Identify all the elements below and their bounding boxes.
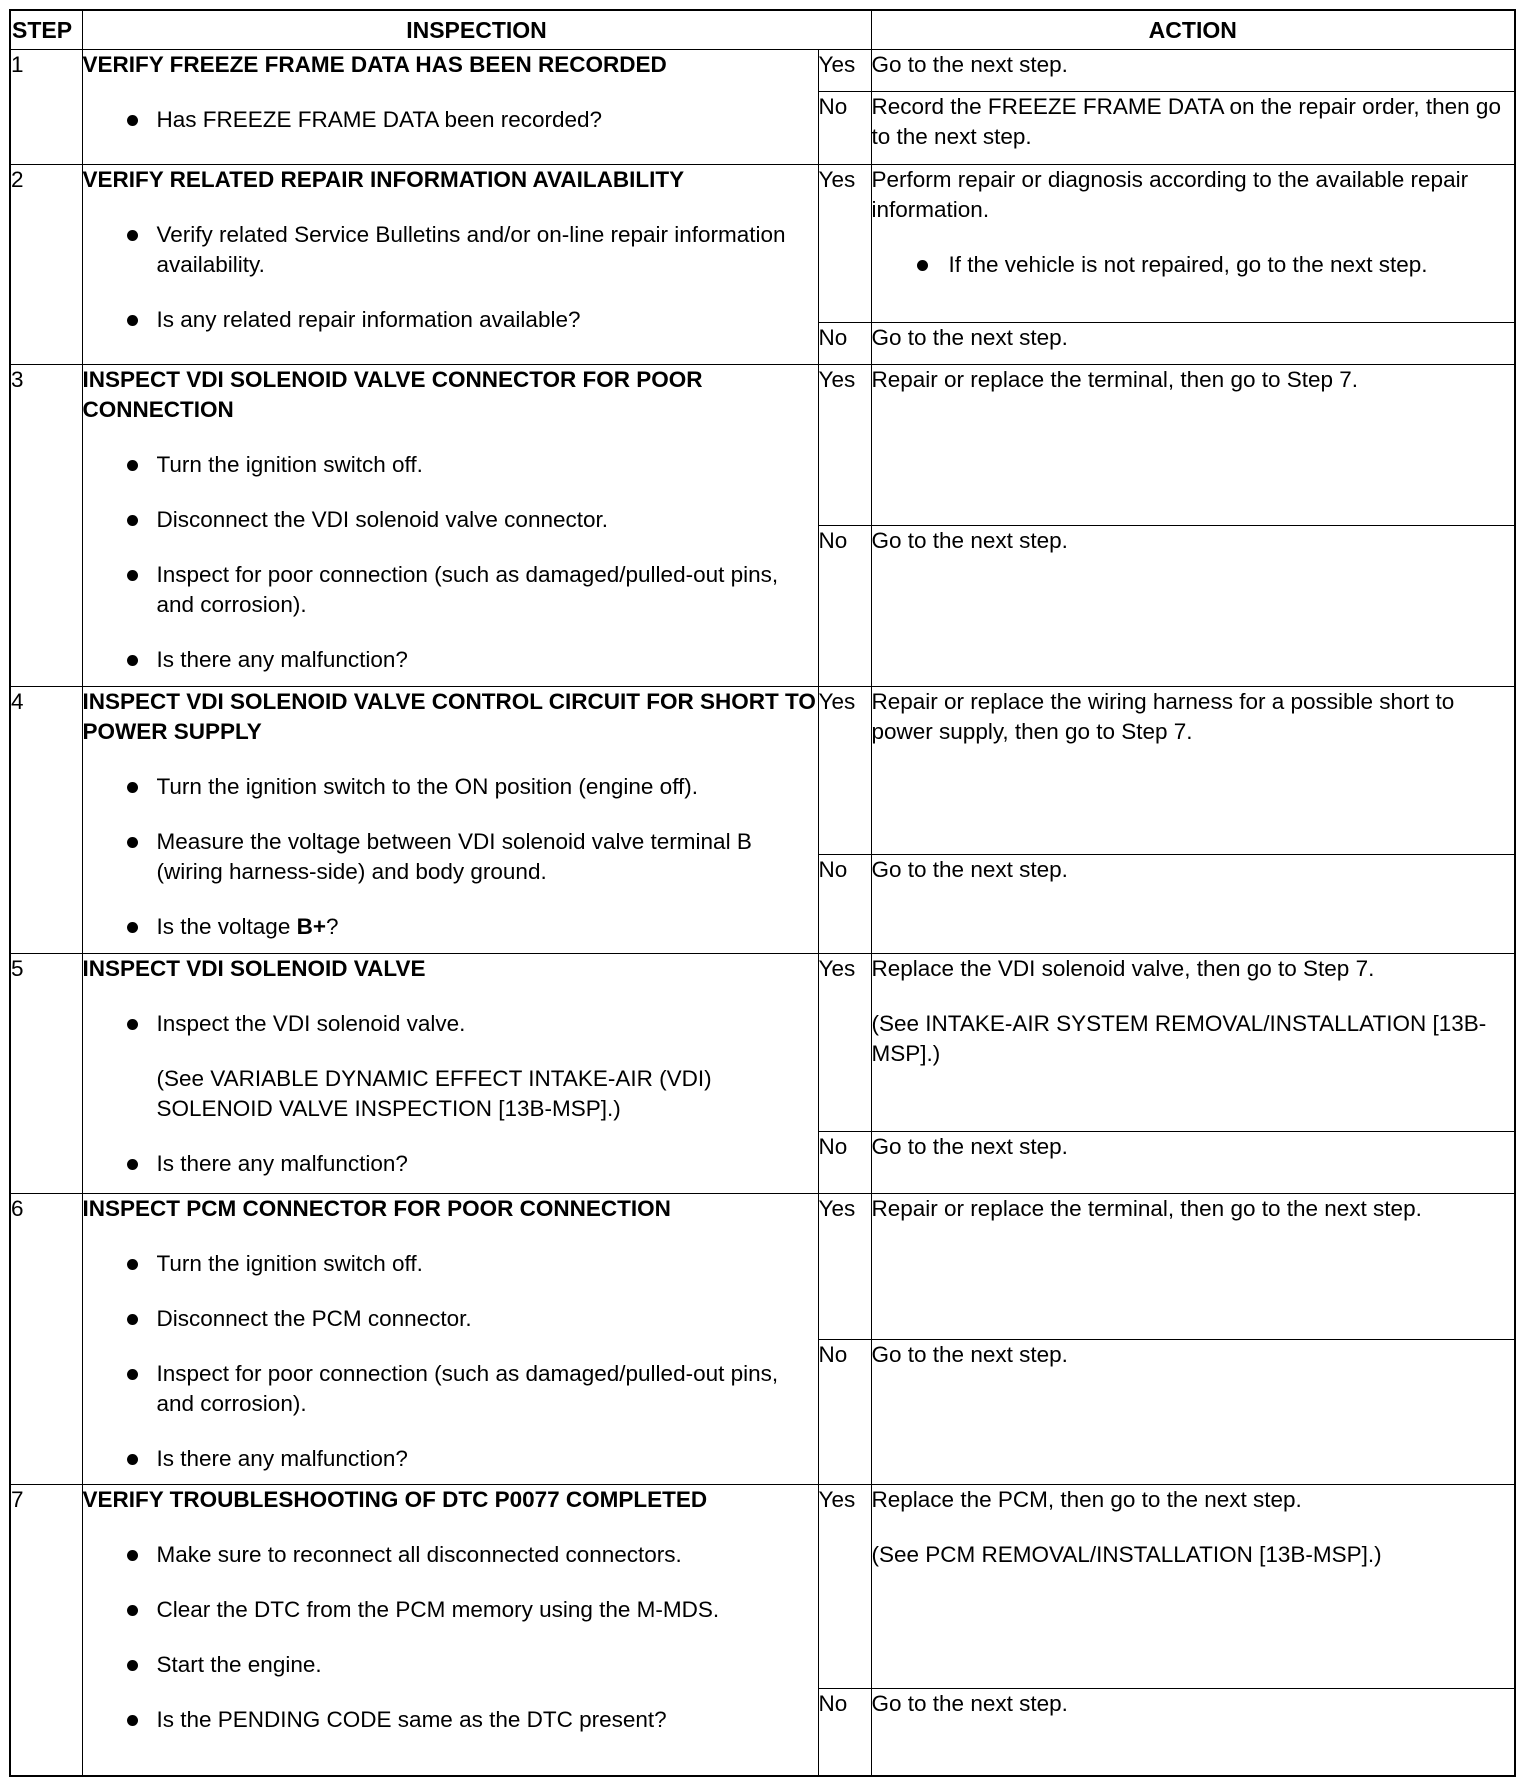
inspection-bullet-list [83, 1009, 818, 1039]
step-6-inspection [82, 1194, 818, 1485]
step-number: 3 [10, 365, 82, 687]
no-label: No [818, 1340, 871, 1485]
yes-label: Yes [818, 50, 871, 92]
inspection-bullet: Verify related Service Bulletins and/or on-line repair information availability. [83, 220, 818, 280]
bullet-text-prefix: Is the voltage [156, 914, 297, 939]
inspection-bullet: Has FREEZE FRAME DATA been recorded? [83, 105, 818, 135]
step-number: 4 [10, 687, 82, 954]
yes-label: Yes [818, 1485, 871, 1689]
inspection-bullet-list [83, 105, 818, 135]
no-action: Record the FREEZE FRAME DATA on the repair order, then go to the next step. [871, 92, 1515, 165]
inspection-bullet: Inspect the VDI solenoid valve. [83, 1009, 818, 1039]
inspection-bullet: Inspect for poor connection (such as damaged/pulled-out pins, and corrosion). [83, 560, 818, 620]
yes-label: Yes [818, 365, 871, 526]
yes-label: Yes [818, 1194, 871, 1340]
step-6-yes-row [10, 1194, 1515, 1340]
action-bullet: If the vehicle is not repaired, go to the next step. [872, 250, 1515, 280]
step-title: INSPECT VDI SOLENOID VALVE CONTROL CIRCUIT FOR SHORT TO POWER SUPPLY [82, 689, 816, 744]
no-action: Go to the next step. [871, 1689, 1515, 1776]
inspection-bullet: Turn the ignition switch off. [83, 1249, 818, 1279]
no-action: Go to the next step. [871, 323, 1515, 365]
inspection-bullet-list [83, 220, 818, 335]
inspection-bullet: Clear the DTC from the PCM memory using the M-MDS. [83, 1595, 818, 1625]
step-4-yes-row [10, 687, 1515, 855]
step-7-inspection [82, 1485, 818, 1776]
step-title: VERIFY FREEZE FRAME DATA HAS BEEN RECORDED [82, 52, 667, 77]
no-label: No [818, 323, 871, 365]
reference-note: (See VARIABLE DYNAMIC EFFECT INTAKE-AIR (VDI) SOLENOID VALVE INSPECTION [13B-MSP].) [156, 1066, 712, 1121]
step-number: 6 [10, 1194, 82, 1485]
inspection-bullet-list [83, 1540, 818, 1735]
no-label: No [818, 526, 871, 687]
step-title: VERIFY TROUBLESHOOTING OF DTC P0077 COMPLETED [82, 1487, 708, 1512]
step-5-yes-row [10, 954, 1515, 1132]
step-3-yes-row [10, 365, 1515, 526]
no-action: Go to the next step. [871, 1132, 1515, 1194]
yes-action-cell [871, 1485, 1515, 1689]
inspection-bullet: Is there any malfunction? [83, 1444, 818, 1474]
step-number: 5 [10, 954, 82, 1194]
inspection-bullet-list [83, 772, 818, 942]
step-1-inspection [82, 50, 818, 165]
inspection-bullet: Disconnect the VDI solenoid valve connector. [83, 505, 818, 535]
inspection-bullet-list [83, 1249, 818, 1474]
step-column-header: STEP [10, 10, 82, 50]
yes-action: Repair or replace the terminal, then go to the next step. [871, 1194, 1515, 1340]
inspection-bullet: Disconnect the PCM connector. [83, 1304, 818, 1334]
inspection-bullet: Turn the ignition switch to the ON position (engine off). [83, 772, 818, 802]
step-number: 2 [10, 165, 82, 365]
yes-action: Repair or replace the wiring harness for a possible short to power supply, then go to Step 7. [871, 687, 1515, 855]
yes-action: Perform repair or diagnosis according to the available repair information. [871, 167, 1469, 222]
inspection-bullet-list [83, 450, 818, 675]
no-action: Go to the next step. [871, 526, 1515, 687]
step-5-inspection [82, 954, 818, 1194]
inspection-bullet: Is the PENDING CODE same as the DTC present? [83, 1705, 818, 1735]
table-header-row [10, 10, 1515, 50]
reference-note: (See INTAKE-AIR SYSTEM REMOVAL/INSTALLATION [13B-MSP].) [871, 1011, 1487, 1066]
no-label: No [818, 92, 871, 165]
step-title: VERIFY RELATED REPAIR INFORMATION AVAILABILITY [82, 167, 685, 192]
step-number: 7 [10, 1485, 82, 1776]
inspection-column-header: INSPECTION [82, 10, 871, 50]
action-column-header: ACTION [871, 10, 1515, 50]
step-title: INSPECT VDI SOLENOID VALVE [82, 956, 426, 981]
inspection-bullet: Start the engine. [83, 1650, 818, 1680]
action-bullet-list [872, 250, 1515, 280]
diagnostic-procedure-table [9, 9, 1516, 1777]
no-label: No [818, 1689, 871, 1776]
yes-action: Replace the VDI solenoid valve, then go to Step 7. [871, 956, 1375, 981]
inspection-bullet: Inspect for poor connection (such as damaged/pulled-out pins, and corrosion). [83, 1359, 818, 1419]
no-action: Go to the next step. [871, 855, 1515, 954]
inspection-bullet: Is there any malfunction? [83, 645, 818, 675]
step-4-inspection [82, 687, 818, 954]
step-7-yes-row [10, 1485, 1515, 1689]
voltage-value: B+ [296, 914, 326, 939]
inspection-bullet: Is any related repair information available? [83, 305, 818, 335]
inspection-bullet: Make sure to reconnect all disconnected connectors. [83, 1540, 818, 1570]
step-3-inspection [82, 365, 818, 687]
no-action: Go to the next step. [871, 1340, 1515, 1485]
step-title: INSPECT PCM CONNECTOR FOR POOR CONNECTION [82, 1196, 671, 1221]
yes-action: Go to the next step. [871, 50, 1515, 92]
bullet-text-suffix: ? [325, 914, 339, 939]
step-2-yes-row [10, 165, 1515, 323]
no-label: No [818, 855, 871, 954]
reference-note: (See PCM REMOVAL/INSTALLATION [13B-MSP].) [871, 1542, 1382, 1567]
diagnostic-procedure-sheet [9, 9, 1514, 1776]
yes-action-cell [871, 954, 1515, 1132]
no-label: No [818, 1132, 871, 1194]
inspection-bullet: Is there any malfunction? [83, 1149, 818, 1179]
yes-action: Repair or replace the terminal, then go to Step 7. [871, 365, 1515, 526]
step-2-inspection [82, 165, 818, 365]
inspection-bullet: Measure the voltage between VDI solenoid valve terminal B (wiring harness-side) and body ground. [83, 827, 818, 887]
inspection-bullet: Turn the ignition switch off. [83, 450, 818, 480]
step-1-yes-row [10, 50, 1515, 92]
yes-action: Replace the PCM, then go to the next step. [871, 1487, 1302, 1512]
step-number: 1 [10, 50, 82, 165]
step-title: INSPECT VDI SOLENOID VALVE CONNECTOR FOR POOR CONNECTION [82, 367, 703, 422]
inspection-bullet [83, 912, 818, 942]
yes-label: Yes [818, 954, 871, 1132]
yes-label: Yes [818, 165, 871, 323]
yes-action-cell [871, 165, 1515, 323]
inspection-bullet-list [83, 1149, 818, 1179]
yes-label: Yes [818, 687, 871, 855]
